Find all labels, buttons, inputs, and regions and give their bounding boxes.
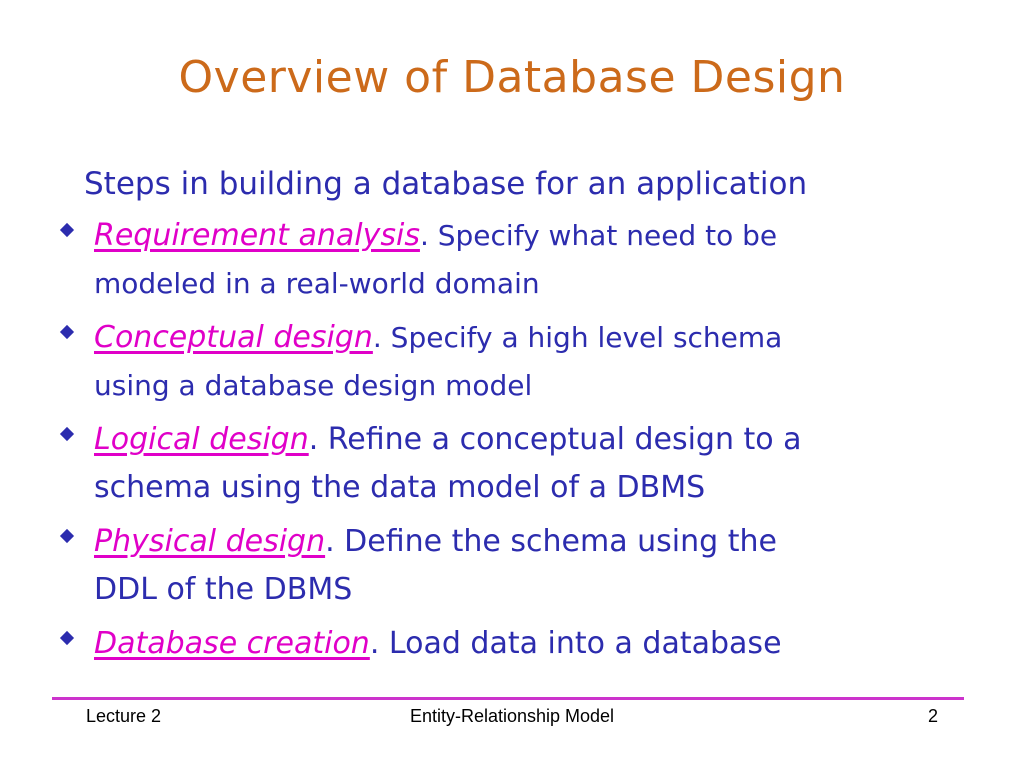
- bullet-text: . Refine a conceptual design to a: [308, 422, 802, 457]
- footer-lecture: Lecture 2: [86, 706, 162, 726]
- bullet-requirement-analysis: [84, 212, 964, 308]
- term-physical-design: Physical design: [94, 524, 326, 559]
- bullet-line-1: [94, 518, 964, 566]
- footer-divider: [52, 697, 964, 700]
- diamond-bullet-icon: [60, 223, 74, 237]
- bullet-line-2: using a database design model: [94, 369, 533, 402]
- bullet-line-1: [94, 416, 964, 464]
- bullet-physical-design: [84, 518, 964, 614]
- lead-text: Steps in building a database for an application: [84, 166, 808, 202]
- footer-page-number: 2: [927, 706, 938, 726]
- bullet-conceptual-design: [84, 314, 964, 410]
- bullet-text: . Specify what need to be: [419, 219, 778, 252]
- bullet-line-2: modeled in a real-world domain: [94, 267, 540, 300]
- footer-topic: Entity-Relationship Model: [409, 706, 615, 726]
- diamond-bullet-icon: [60, 427, 74, 441]
- diamond-bullet-icon: [60, 631, 74, 645]
- term-conceptual-design: Conceptual design: [94, 320, 373, 355]
- bullet-line-1: [94, 314, 964, 362]
- bullet-line-1: [94, 620, 964, 668]
- term-logical-design: Logical design: [94, 422, 309, 457]
- term-database-creation: Database creation: [94, 626, 370, 661]
- diamond-bullet-icon: [60, 529, 74, 543]
- bullet-logical-design: [84, 416, 964, 512]
- slide-title: Overview of Database Design: [178, 52, 846, 103]
- bullet-text: . Specify a high level schema: [372, 321, 783, 354]
- slide-content: [84, 162, 964, 674]
- bullet-text: . Define the schema using the: [325, 524, 777, 559]
- bullet-text: . Load data into a database: [369, 626, 782, 661]
- bullet-database-creation: [84, 620, 964, 668]
- bullet-line-2: DDL of the DBMS: [94, 572, 353, 607]
- diamond-bullet-icon: [60, 325, 74, 339]
- bullet-line-1: [94, 212, 964, 260]
- term-requirement-analysis: Requirement analysis: [94, 218, 420, 253]
- bullet-line-2: schema using the data model of a DBMS: [94, 470, 706, 505]
- bullet-list: [84, 212, 964, 668]
